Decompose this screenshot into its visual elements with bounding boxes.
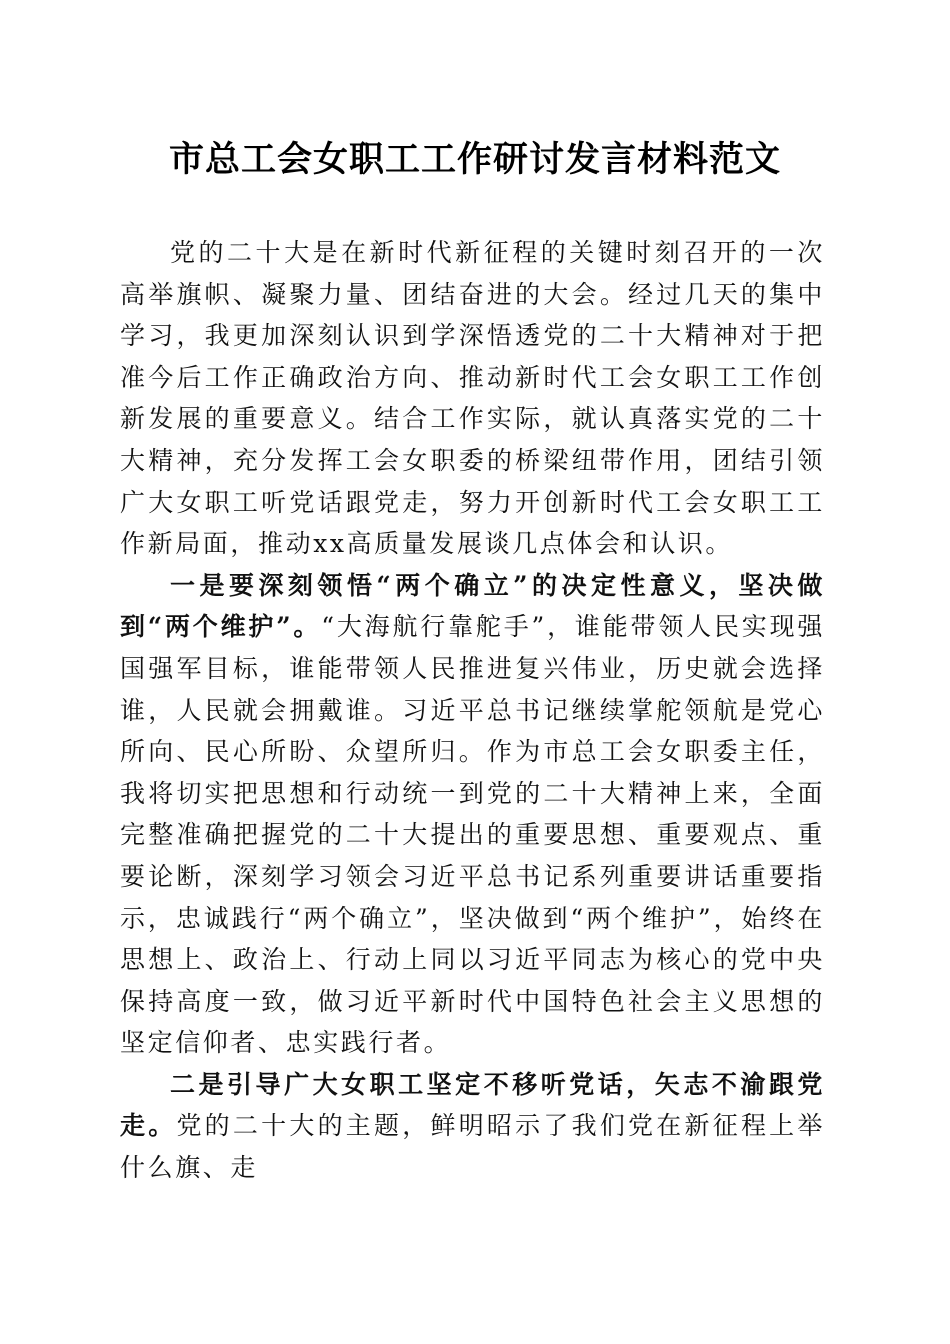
- paragraph-lead: 二是引导广大女职工坚定不移听党话，矢志不渝跟党走。: [120, 1069, 825, 1141]
- paragraph-point-two: [120, 1064, 825, 1189]
- paragraph-text: 党的二十大的主题，鲜明昭示了我们党在新征程上举什么旗、走: [120, 1111, 825, 1183]
- paragraph-intro: [120, 232, 825, 565]
- paragraph-point-one: [120, 565, 825, 1064]
- paragraph-text: 党的二十大是在新时代新征程的关键时刻召开的一次高举旗帜、凝聚力量、团结奋进的大会。经过几天的集中学习，我更加深刻认识到学深悟透党的二十大精神对于把准今后工作正确政治方向、推动新时代工会女职工工作创新发展的重要意义。结合工作实际，就认真落实党的二十大精神，充分发挥工会女职委的桥梁纽带作用，团结引领广大女职工听党话跟党走，努力开创新时代工会女职工工作新局面，推动xx高质量发展谈几点体会和认识。: [120, 238, 825, 559]
- paragraph-text: “大海航行靠舵手”，谁能带领人民实现强国强军目标，谁能带领人民推进复兴伟业，历史就会选择谁，人民就会拥戴谁。习近平总书记继续掌舵领航是党心所向、民心所盼、众望所归。作为市总工会女职委主任，我将切实把思想和行动统一到党的二十大精神上来，全面完整准确把握党的二十大提出的重要思想、重要观点、重要论断，深刻学习领会习近平总书记系列重要讲话重要指示，忠诚践行“两个确立”，坚决做到“两个维护”，始终在思想上、政治上、行动上同以习近平同志为核心的党中央保持高度一致，做习近平新时代中国特色社会主义思想的坚定信仰者、忠实践行者。: [120, 612, 825, 1058]
- document-title: 市总工会女职工工作研讨发言材料范文: [168, 139, 781, 180]
- document-body: [120, 232, 825, 1189]
- paragraph-lead: 一是要深刻领悟“两个确立”的决定性意义，坚决做到“两个维护”。: [120, 570, 825, 642]
